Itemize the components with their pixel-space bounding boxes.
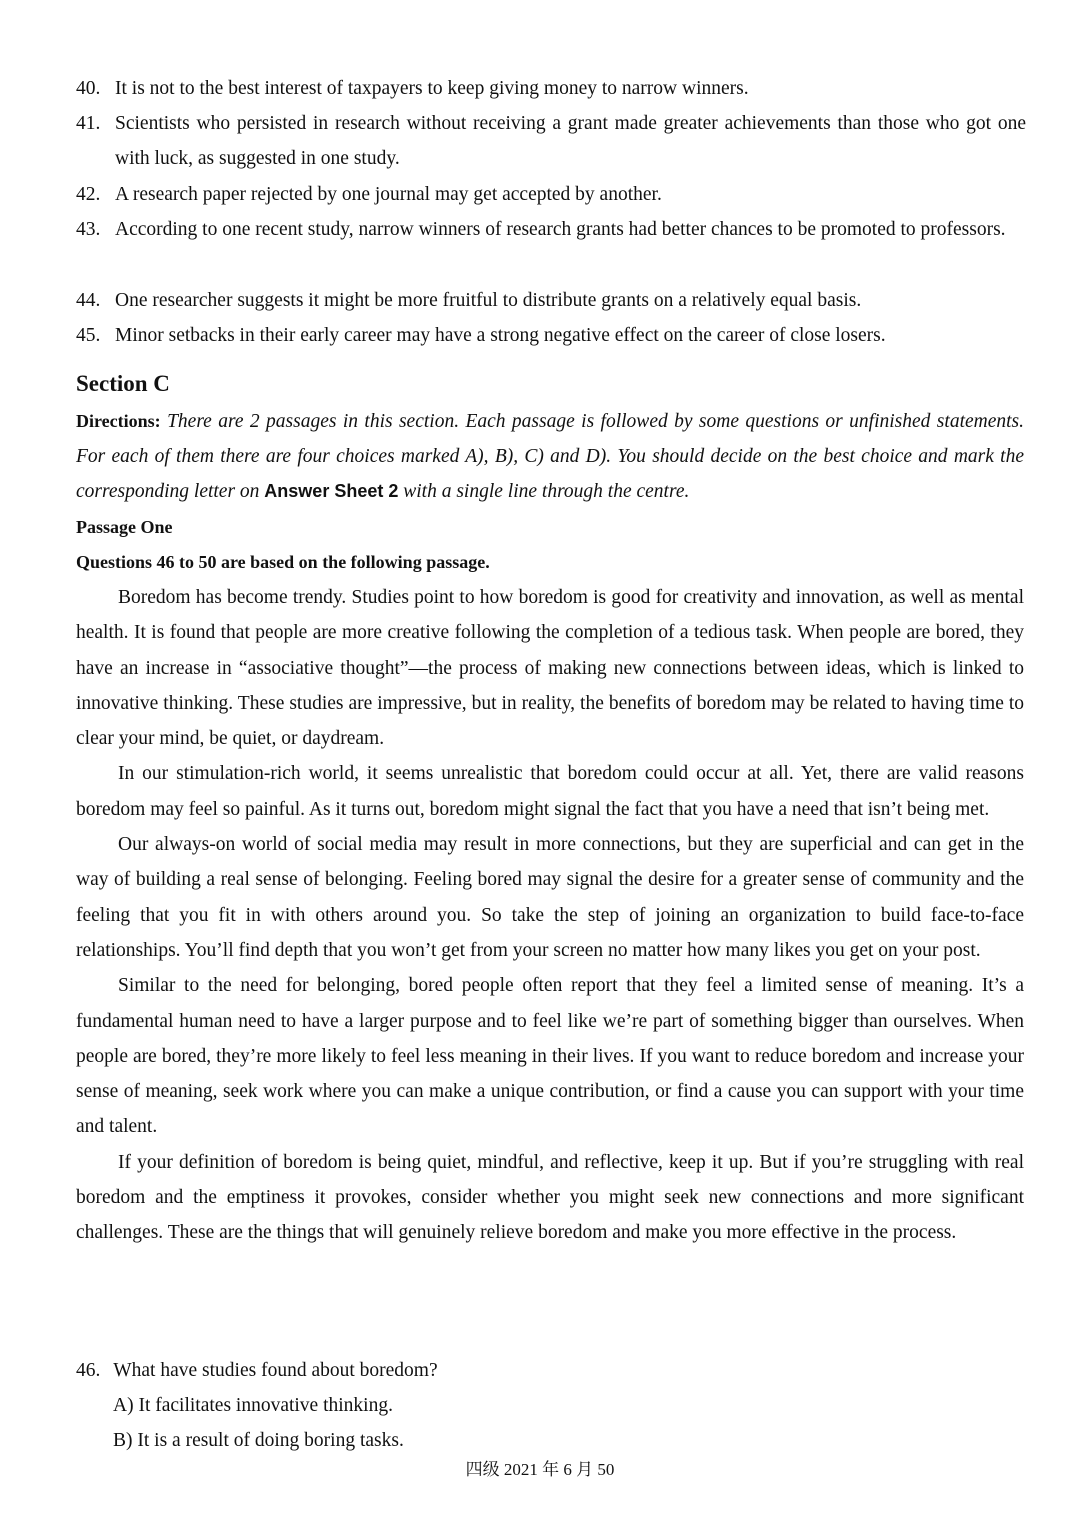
statement-text: One researcher suggests it might be more fruitful to distribute grants on a relatively equal basis. — [115, 290, 862, 311]
statement-number: 44. — [76, 290, 101, 311]
paragraph: If your definition of boredom is being quiet, mindful, and reflective, keep it up. But if you’re struggling with real boredom and the emptiness it provokes, consider whether you might seek new connections and more significant challenges. These are the things that will genuinely relieve boredom and make you more effective in the process. — [76, 1151, 1024, 1244]
statement-text: According to one recent study, narrow winners of research grants had better chances to be promoted to professors. — [115, 219, 1006, 240]
question-text: What have studies found about boredom? — [113, 1360, 438, 1381]
statement-43 — [76, 212, 1026, 247]
statement-45 — [76, 318, 1026, 353]
option-a: A) It facilitates innovative thinking. — [113, 1395, 393, 1416]
statement-number: 40. — [76, 78, 101, 99]
option-b: B) It is a result of doing boring tasks. — [113, 1430, 404, 1451]
paragraph: Boredom has become trendy. Studies point to how boredom is good for creativity and innovation, as well as mental health. It is found that people are more creative following the completion of a tedious task. When people are bored, they have an increase in “associative thought”—the process of making new connections between ideas, which is linked to innovative thinking. These studies are impressive, but in reality, the benefits of boredom may be related to having time to clear your mind, be quiet, or daydream. — [76, 587, 1024, 750]
answer-sheet-label: Answer Sheet 2 — [264, 481, 399, 501]
statement-number: 41. — [76, 113, 101, 134]
directions-text-end: with a single line through the centre. — [403, 481, 690, 502]
directions-label: Directions: — [76, 411, 161, 431]
statement-text: A research paper rejected by one journal may get accepted by another. — [115, 184, 662, 205]
passage-body — [76, 580, 1024, 1251]
page-footer: 四级 2021 年 6 月 50 — [465, 1460, 615, 1479]
statement-number: 45. — [76, 325, 101, 346]
paragraph: In our stimulation-rich world, it seems unrealistic that boredom could occur at all. Yet, there are valid reasons boredom may feel so painful. As it turns out, boredom might signal the fact that you have a need that isn’t being met. — [76, 763, 1024, 820]
statement-text: Scientists who persisted in research without receiving a grant made greater achievements than those who got one with luck, as suggested in one study. — [115, 113, 1026, 169]
statement-42 — [76, 177, 1026, 212]
paragraph: Our always-on world of social media may result in more connections, but they are superficial and can get in the way of building a real sense of belonging. Feeling bored may signal the desire for a greater sense of community and the feeling that you fit in with others around you. So take the step of joining an organization to build face-to-face relationships. You’ll find depth that you won’t get from your screen no matter how many likes you get on your post. — [76, 834, 1024, 961]
question-46 — [76, 1353, 438, 1388]
statement-number: 42. — [76, 184, 101, 205]
section-title: Section C — [76, 371, 170, 396]
statement-text: It is not to the best interest of taxpayers to keep giving money to narrow winners. — [115, 78, 749, 99]
statement-text: Minor setbacks in their early career may have a strong negative effect on the career of close losers. — [115, 325, 886, 346]
statement-44 — [76, 283, 1026, 318]
directions — [76, 404, 1024, 509]
question-number: 46. — [76, 1360, 101, 1381]
statement-41 — [76, 106, 1026, 176]
statement-number: 43. — [76, 219, 101, 240]
paragraph: Similar to the need for belonging, bored people often report that they feel a limited sense of meaning. It’s a fundamental human need to have a larger purpose and to feel like we’re part of something bigger than ourselves. When people are bored, they’re more likely to feel less meaning in their lives. If you want to reduce boredom and increase your sense of meaning, seek work where you can make a unique contribution, or find a cause you can support with your time and talent. — [76, 975, 1024, 1138]
passage-intro: Questions 46 to 50 are based on the following passage. — [76, 552, 490, 572]
passage-title: Passage One — [76, 517, 173, 537]
directions-text: There are 2 passages in this section. Each passage is followed by some questions or unfinished statements. For each of them there are four choices marked A), B), C) and D). You should decide on the best choice and mark the corresponding letter on — [76, 411, 1025, 502]
statement-40 — [76, 71, 1026, 106]
